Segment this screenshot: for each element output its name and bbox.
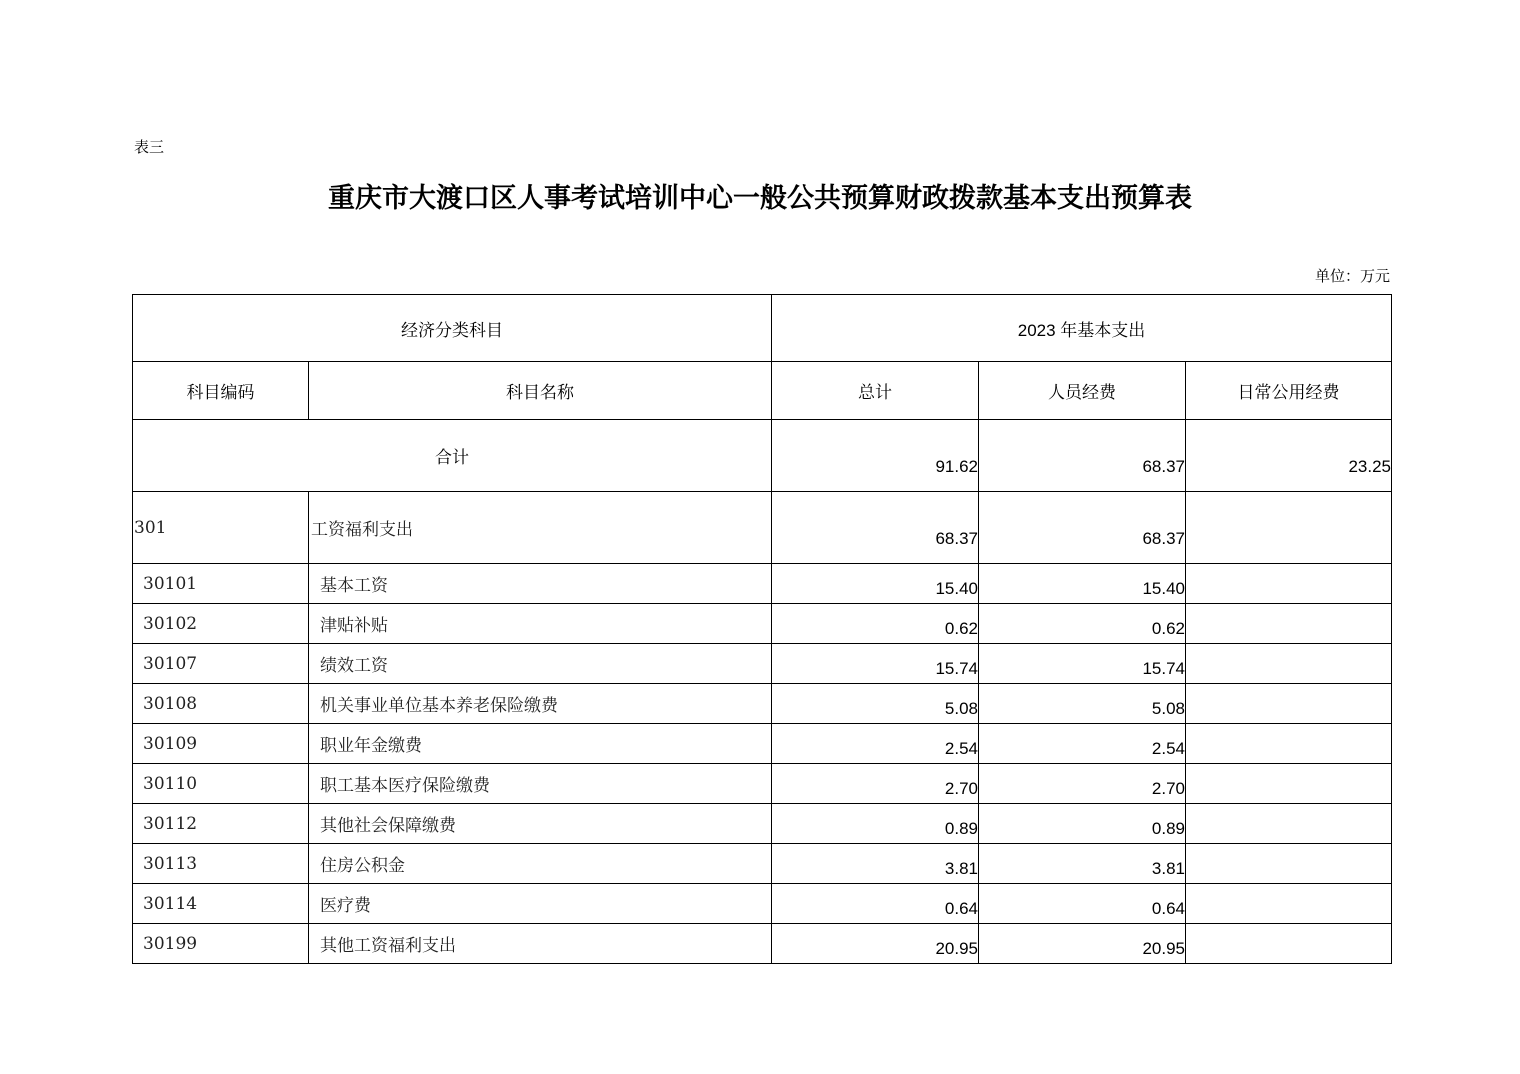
total-row: [133, 420, 1392, 492]
code-cell: 30107: [133, 644, 309, 684]
total-cell: 0.89: [772, 804, 979, 844]
table-row: [133, 764, 1392, 804]
personnel-cell: 15.40: [979, 564, 1186, 604]
page-title: 重庆市大渡口区人事考试培训中心一般公共预算财政拨款基本支出预算表: [328, 183, 1192, 214]
total-cell: 15.40: [772, 564, 979, 604]
table-row: [133, 684, 1392, 724]
table-row: [133, 564, 1392, 604]
header-basic-expenditure: 2023 年基本支出: [772, 295, 1392, 362]
code-cell: 30102: [133, 604, 309, 644]
public-cell: [1186, 604, 1392, 644]
name-cell: 其他工资福利支出: [309, 924, 772, 964]
name-cell: 职工基本医疗保险缴费: [309, 764, 772, 804]
public-cell: 23.25: [1186, 420, 1392, 492]
name-cell: 医疗费: [309, 884, 772, 924]
table-number-label: 表三: [134, 138, 165, 156]
total-label: 合计: [133, 420, 772, 492]
code-cell: 30112: [133, 804, 309, 844]
personnel-cell: 68.37: [979, 420, 1186, 492]
total-cell: 2.70: [772, 764, 979, 804]
personnel-cell: 15.74: [979, 644, 1186, 684]
personnel-cell: 5.08: [979, 684, 1186, 724]
table-row: [133, 644, 1392, 684]
unit-label: 单位：万元: [1314, 267, 1390, 285]
table-row: [133, 844, 1392, 884]
name-cell: 住房公积金: [309, 844, 772, 884]
column-header-name: 科目名称: [309, 362, 772, 420]
public-cell: [1186, 884, 1392, 924]
table-row: [133, 804, 1392, 844]
public-cell: [1186, 724, 1392, 764]
public-cell: [1186, 924, 1392, 964]
code-cell: 301: [133, 492, 309, 564]
personnel-cell: 2.70: [979, 764, 1186, 804]
code-cell: 30108: [133, 684, 309, 724]
total-cell: 68.37: [772, 492, 979, 564]
code-cell: 30101: [133, 564, 309, 604]
personnel-cell: 0.64: [979, 884, 1186, 924]
total-cell: 0.62: [772, 604, 979, 644]
header-economic-classification: 经济分类科目: [133, 295, 772, 362]
personnel-cell: 20.95: [979, 924, 1186, 964]
column-header-personnel: 人员经费: [979, 362, 1186, 420]
public-cell: [1186, 492, 1392, 564]
budget-table: [132, 294, 1392, 964]
name-cell: 机关事业单位基本养老保险缴费: [309, 684, 772, 724]
group-row: [133, 492, 1392, 564]
total-cell: 20.95: [772, 924, 979, 964]
code-cell: 30110: [133, 764, 309, 804]
public-cell: [1186, 764, 1392, 804]
total-cell: 2.54: [772, 724, 979, 764]
personnel-cell: 0.62: [979, 604, 1186, 644]
personnel-cell: 2.54: [979, 724, 1186, 764]
name-cell: 工资福利支出: [309, 492, 772, 564]
code-cell: 30114: [133, 884, 309, 924]
header-columns-row: [133, 362, 1392, 420]
total-cell: 91.62: [772, 420, 979, 492]
name-cell: 其他社会保障缴费: [309, 804, 772, 844]
name-cell: 基本工资: [309, 564, 772, 604]
total-cell: 5.08: [772, 684, 979, 724]
column-header-total: 总计: [772, 362, 979, 420]
personnel-cell: 3.81: [979, 844, 1186, 884]
table-row: [133, 724, 1392, 764]
public-cell: [1186, 844, 1392, 884]
column-header-public: 日常公用经费: [1186, 362, 1392, 420]
personnel-cell: 0.89: [979, 804, 1186, 844]
personnel-cell: 68.37: [979, 492, 1186, 564]
total-cell: 0.64: [772, 884, 979, 924]
header-group-row: [133, 295, 1392, 362]
table-row: [133, 604, 1392, 644]
table-row: [133, 884, 1392, 924]
public-cell: [1186, 564, 1392, 604]
table-row: [133, 924, 1392, 964]
total-cell: 3.81: [772, 844, 979, 884]
name-cell: 津贴补贴: [309, 604, 772, 644]
public-cell: [1186, 644, 1392, 684]
name-cell: 职业年金缴费: [309, 724, 772, 764]
public-cell: [1186, 684, 1392, 724]
public-cell: [1186, 804, 1392, 844]
name-cell: 绩效工资: [309, 644, 772, 684]
code-cell: 30113: [133, 844, 309, 884]
code-cell: 30199: [133, 924, 309, 964]
column-header-code: 科目编码: [133, 362, 309, 420]
code-cell: 30109: [133, 724, 309, 764]
total-cell: 15.74: [772, 644, 979, 684]
